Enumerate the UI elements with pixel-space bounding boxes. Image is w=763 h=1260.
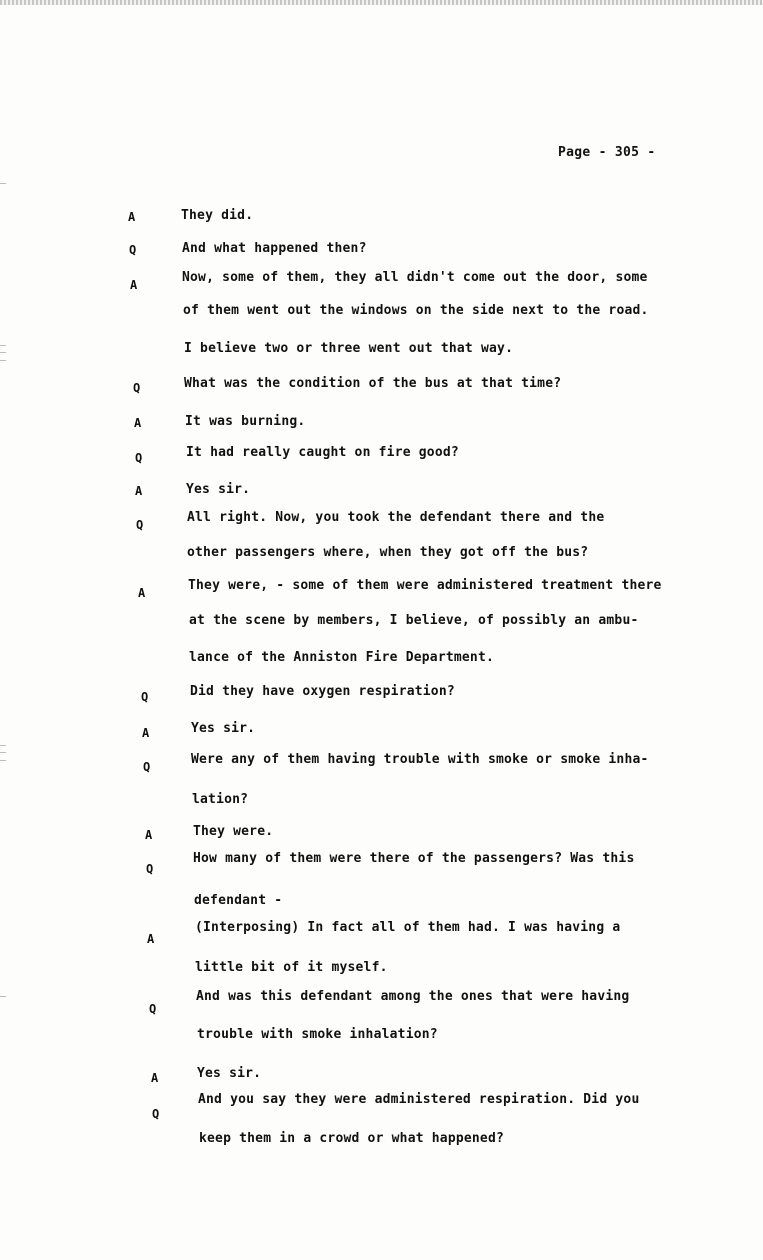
question-marker: Q — [136, 518, 144, 532]
transcript-line: little bit of it myself. — [195, 960, 388, 975]
question-marker: Q — [141, 690, 149, 704]
transcript-line: It had really caught on fire good? — [186, 445, 459, 460]
transcript-line: defendant - — [194, 893, 283, 908]
transcript-line: And what happened then? — [182, 241, 367, 256]
transcript-line: Were any of them having trouble with smoke or smoke inha- — [191, 752, 649, 767]
transcript-line: All right. Now, you took the defendant there and the — [187, 510, 605, 525]
transcript-line: They were. — [193, 824, 274, 839]
transcript-line: Yes sir. — [191, 721, 256, 736]
transcript-line: It was burning. — [185, 414, 306, 429]
answer-marker: A — [135, 484, 143, 498]
transcript-line: How many of them were there of the passengers? Was this — [193, 851, 635, 866]
question-marker: Q — [133, 381, 141, 395]
transcript-line: lance of the Anniston Fire Department. — [189, 650, 495, 665]
transcript-line: And you say they were administered respiration. Did you — [198, 1092, 640, 1107]
answer-marker: A — [145, 828, 153, 842]
transcript-line: Did they have oxygen respiration? — [190, 684, 455, 699]
transcript-line: at the scene by members, I believe, of possibly an ambu- — [189, 613, 639, 628]
transcript-line: other passengers where, when they got off the bus? — [187, 545, 589, 560]
transcript-line: Yes sir. — [197, 1066, 262, 1081]
transcript-line: And was this defendant among the ones that were having — [196, 989, 630, 1004]
answer-marker: A — [134, 416, 142, 430]
transcript-line: trouble with smoke inhalation? — [197, 1027, 438, 1042]
transcript-line: What was the condition of the bus at that time? — [184, 376, 562, 391]
answer-marker: A — [128, 210, 136, 224]
transcript-line: lation? — [192, 792, 249, 807]
answer-marker: A — [147, 932, 155, 946]
question-marker: Q — [149, 1002, 157, 1016]
transcript-line: (Interposing) In fact all of them had. I was having a — [195, 920, 621, 935]
answer-marker: A — [151, 1071, 159, 1085]
transcript-line: Yes sir. — [186, 482, 251, 497]
question-marker: Q — [152, 1107, 160, 1121]
question-marker: Q — [143, 760, 151, 774]
answer-marker: A — [138, 586, 146, 600]
transcript-line: Now, some of them, they all didn't come out the door, some — [182, 270, 648, 285]
page-number-header: Page - 305 - — [558, 145, 656, 160]
transcript-line: They were, - some of them were administered treatment there — [188, 578, 662, 593]
transcript-line: I believe two or three went out that way. — [184, 341, 514, 356]
answer-marker: A — [142, 726, 150, 740]
transcript-line: of them went out the windows on the side next to the road. — [183, 303, 649, 318]
transcript-line: They did. — [181, 208, 254, 223]
question-marker: Q — [129, 243, 137, 257]
question-marker: Q — [135, 451, 143, 465]
transcript-line: keep them in a crowd or what happened? — [199, 1131, 505, 1146]
answer-marker: A — [130, 278, 138, 292]
question-marker: Q — [146, 862, 154, 876]
